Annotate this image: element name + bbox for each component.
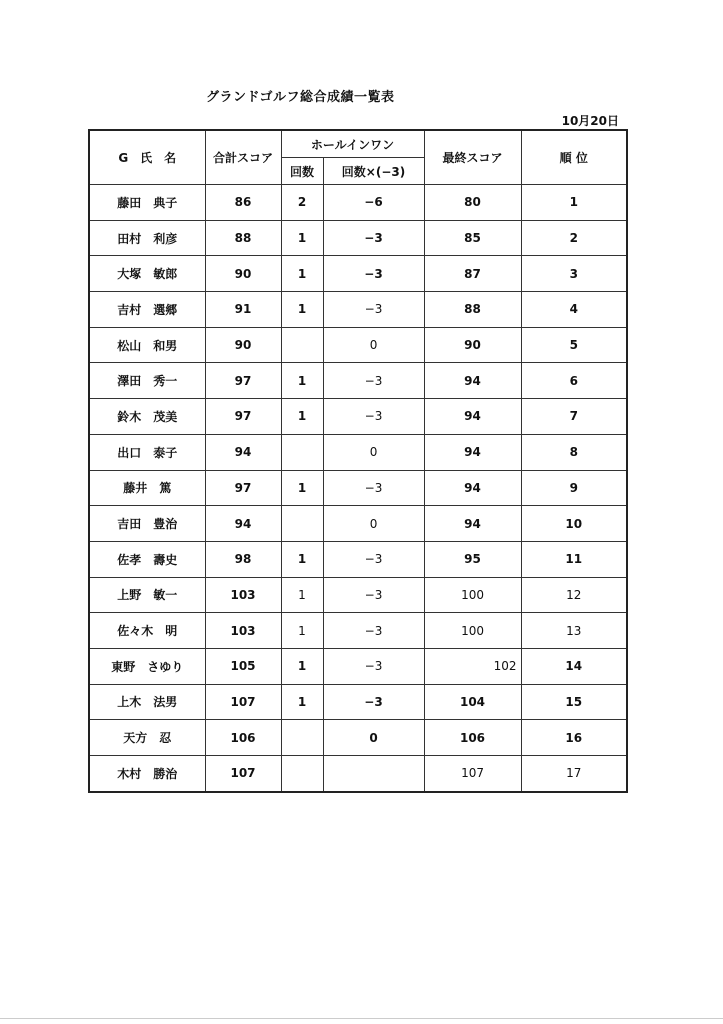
cell-name: 天方 忍: [89, 720, 205, 756]
header-rank: 順 位: [521, 130, 627, 185]
cell-final: 102: [424, 648, 521, 684]
cell-adj: −3: [323, 684, 424, 720]
cell-total: 105: [205, 648, 281, 684]
cell-rank: 14: [521, 648, 627, 684]
cell-rank: 6: [521, 363, 627, 399]
table-row: [89, 256, 627, 292]
cell-name: 木村 勝治: [89, 756, 205, 792]
cell-rank: 3: [521, 256, 627, 292]
cell-total: 91: [205, 292, 281, 328]
cell-count: 1: [281, 470, 323, 506]
header-count: 回数: [281, 158, 323, 185]
cell-count: 2: [281, 185, 323, 221]
cell-final: 94: [424, 506, 521, 542]
cell-name: 藤田 典子: [89, 185, 205, 221]
table-row: [89, 327, 627, 363]
table-row: [89, 613, 627, 649]
cell-rank: 16: [521, 720, 627, 756]
page-edge: [0, 1018, 723, 1019]
header-total-score: 合計スコア: [205, 130, 281, 185]
table-row: [89, 541, 627, 577]
cell-adj: −3: [323, 613, 424, 649]
cell-name: 東野 さゆり: [89, 648, 205, 684]
table-row: [89, 185, 627, 221]
cell-name: 佐々木 明: [89, 613, 205, 649]
cell-adj: −6: [323, 185, 424, 221]
cell-total: 94: [205, 506, 281, 542]
cell-adj: 0: [323, 506, 424, 542]
cell-total: 106: [205, 720, 281, 756]
cell-final: 94: [424, 399, 521, 435]
table-row: [89, 577, 627, 613]
cell-final: 80: [424, 185, 521, 221]
cell-total: 97: [205, 363, 281, 399]
cell-name: 藤井 篤: [89, 470, 205, 506]
cell-final: 85: [424, 220, 521, 256]
cell-name: 上野 敏一: [89, 577, 205, 613]
cell-final: 95: [424, 541, 521, 577]
cell-final: 100: [424, 613, 521, 649]
cell-count: [281, 327, 323, 363]
cell-final: 100: [424, 577, 521, 613]
cell-total: 97: [205, 399, 281, 435]
cell-final: 90: [424, 327, 521, 363]
cell-adj: −3: [323, 292, 424, 328]
cell-total: 97: [205, 470, 281, 506]
cell-total: 90: [205, 256, 281, 292]
cell-final: 88: [424, 292, 521, 328]
cell-count: 1: [281, 613, 323, 649]
cell-rank: 2: [521, 220, 627, 256]
table-row: [89, 220, 627, 256]
cell-rank: 10: [521, 506, 627, 542]
table-row: [89, 648, 627, 684]
cell-count: 1: [281, 541, 323, 577]
cell-total: 103: [205, 577, 281, 613]
cell-rank: 5: [521, 327, 627, 363]
cell-adj: −3: [323, 256, 424, 292]
cell-count: 1: [281, 256, 323, 292]
cell-count: 1: [281, 363, 323, 399]
cell-adj: −3: [323, 399, 424, 435]
cell-final: 106: [424, 720, 521, 756]
cell-name: 田村 利彦: [89, 220, 205, 256]
cell-rank: 13: [521, 613, 627, 649]
table-row: [89, 506, 627, 542]
cell-name: 佐孝 壽史: [89, 541, 205, 577]
cell-rank: 7: [521, 399, 627, 435]
cell-name: 吉村 選郷: [89, 292, 205, 328]
cell-adj: −3: [323, 220, 424, 256]
cell-adj: 0: [323, 720, 424, 756]
cell-name: 出口 泰子: [89, 434, 205, 470]
table-row: [89, 363, 627, 399]
cell-rank: 9: [521, 470, 627, 506]
table-row: [89, 434, 627, 470]
cell-total: 86: [205, 185, 281, 221]
cell-count: 1: [281, 399, 323, 435]
cell-name: 鈴木 茂美: [89, 399, 205, 435]
cell-total: 103: [205, 613, 281, 649]
cell-name: 上木 法男: [89, 684, 205, 720]
cell-count: 1: [281, 292, 323, 328]
cell-final: 94: [424, 470, 521, 506]
cell-adj: −3: [323, 577, 424, 613]
document-date: 10月20日: [561, 114, 619, 128]
cell-rank: 4: [521, 292, 627, 328]
cell-adj: 0: [323, 434, 424, 470]
header-final-score: 最終スコア: [424, 130, 521, 185]
cell-rank: 17: [521, 756, 627, 792]
cell-name: 大塚 敏郎: [89, 256, 205, 292]
cell-final: 87: [424, 256, 521, 292]
cell-count: [281, 434, 323, 470]
cell-count: [281, 720, 323, 756]
cell-total: 90: [205, 327, 281, 363]
cell-adj: −3: [323, 363, 424, 399]
cell-total: 98: [205, 541, 281, 577]
cell-name: 松山 和男: [89, 327, 205, 363]
cell-name: 澤田 秀一: [89, 363, 205, 399]
cell-rank: 11: [521, 541, 627, 577]
cell-adj: −3: [323, 470, 424, 506]
cell-final: 107: [424, 756, 521, 792]
cell-adj: −3: [323, 541, 424, 577]
header-name: G 氏 名: [89, 130, 205, 185]
cell-adj: −3: [323, 648, 424, 684]
cell-name: 吉田 豊治: [89, 506, 205, 542]
table-row: [89, 399, 627, 435]
cell-adj: 0: [323, 327, 424, 363]
cell-total: 94: [205, 434, 281, 470]
cell-rank: 12: [521, 577, 627, 613]
cell-count: [281, 506, 323, 542]
cell-count: 1: [281, 220, 323, 256]
cell-final: 104: [424, 684, 521, 720]
table-row: [89, 292, 627, 328]
cell-rank: 8: [521, 434, 627, 470]
cell-count: 1: [281, 684, 323, 720]
document-title: グランドゴルフ総合成績一覧表: [206, 90, 395, 105]
cell-final: 94: [424, 363, 521, 399]
cell-total: 88: [205, 220, 281, 256]
header-hole-in-one: ホールインワン: [281, 130, 424, 158]
header-count-adjustment: 回数×(−3): [323, 158, 424, 185]
table-row: [89, 720, 627, 756]
cell-adj: [323, 756, 424, 792]
cell-total: 107: [205, 684, 281, 720]
table-row: [89, 470, 627, 506]
cell-total: 107: [205, 756, 281, 792]
results-table: [88, 129, 628, 793]
cell-count: [281, 756, 323, 792]
cell-rank: 15: [521, 684, 627, 720]
cell-rank: 1: [521, 185, 627, 221]
table-row: [89, 756, 627, 792]
cell-final: 94: [424, 434, 521, 470]
table-row: [89, 684, 627, 720]
cell-count: 1: [281, 648, 323, 684]
cell-count: 1: [281, 577, 323, 613]
